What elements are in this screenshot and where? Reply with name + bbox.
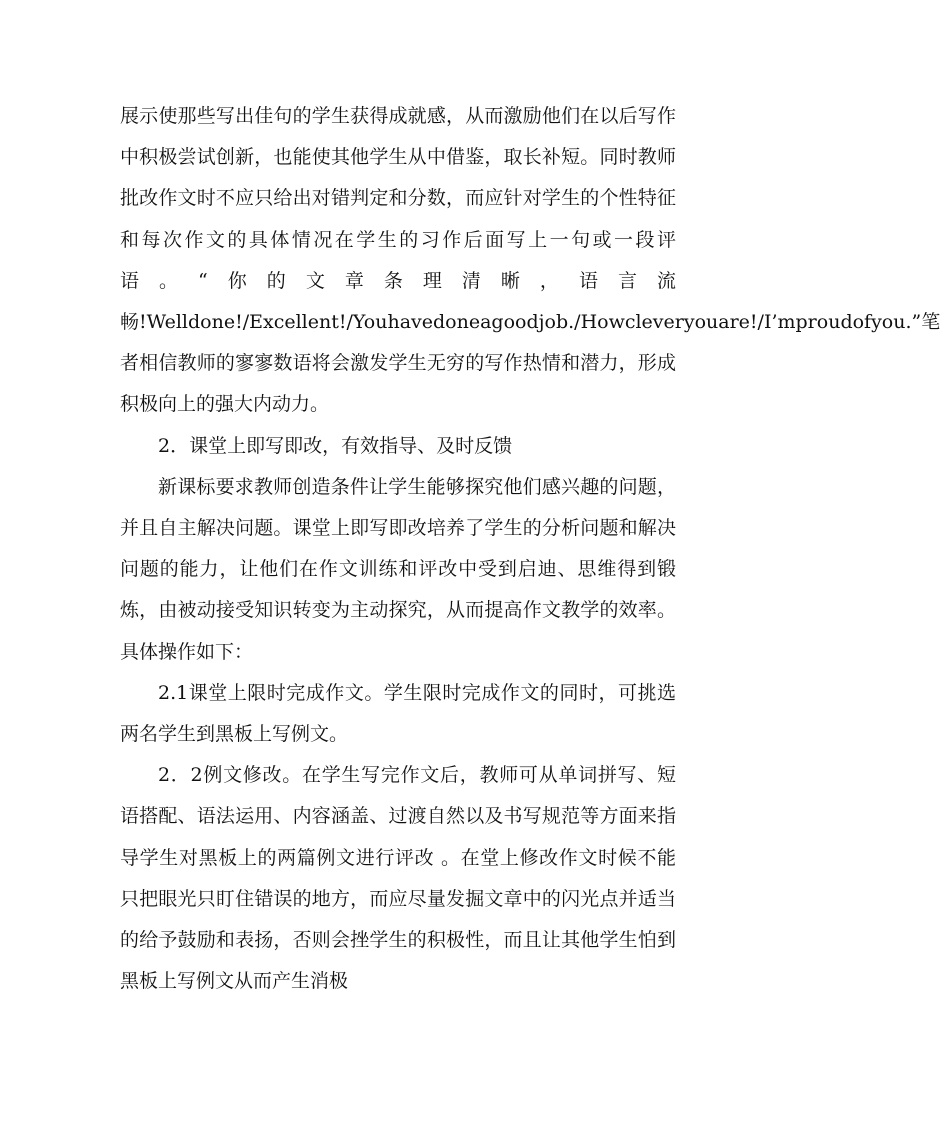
paragraph-2-2: 2．2例文修改。在学生写完作文后，教师可从单词拼写、短语搭配、语法运用、内容涵盖、过渡自然以及书写规范等方面来指导学生对黑板上的两篇例文进行评改 。在堂上修改作文时候不能只把眼光只盯住错误的地方，而应尽量发掘文章中的闪光点并适当的给予鼓励和表扬，否则会挫学生的积极性，而且让其他学生怕到黑板上写例文从而产生消极 bbox=[120, 764, 676, 993]
paragraph-new-curriculum: 新课标要求教师创造条件让学生能够探究他们感兴趣的问题，并且自主解决问题。课堂上即写即改培养了学生的分析问题和解决问题的能力，让他们在作文训练和评改中受到启迪、思维得到锻炼，由被动接受知识转变为主动探究，从而提高作文教学的效率。具体操作如下： bbox=[120, 475, 676, 663]
paragraph-continuation: 展示使那些写出佳句的学生获得成就感，从而激励他们在以后写作中积极尝试创新，也能使其他学生从中借鉴，取长补短。同时教师批改作文时不应只给出对错判定和分数，而应针对学生的个性特征和每次作文的具体情况在学生的习作后面写上一句或一段评语。“你的文章条理清晰，语言流畅!Welldone!/Excellent!/Youhavedoneagoodjob./Howcleveryouare!/I’mproudofyou.”笔者相信教师的寥寥数语将会激发学生无穷的写作热情和潜力，形成积极向上的强大内动力。 bbox=[120, 105, 940, 416]
section-heading-2: 2．课堂上即写即改，有效指导、及时反馈 bbox=[158, 434, 513, 457]
document-body bbox=[120, 96, 940, 1002]
paragraph-2-1: 2.1课堂上限时完成作文。学生限时完成作文的同时，可挑选两名学生到黑板上写例文。 bbox=[120, 681, 676, 746]
